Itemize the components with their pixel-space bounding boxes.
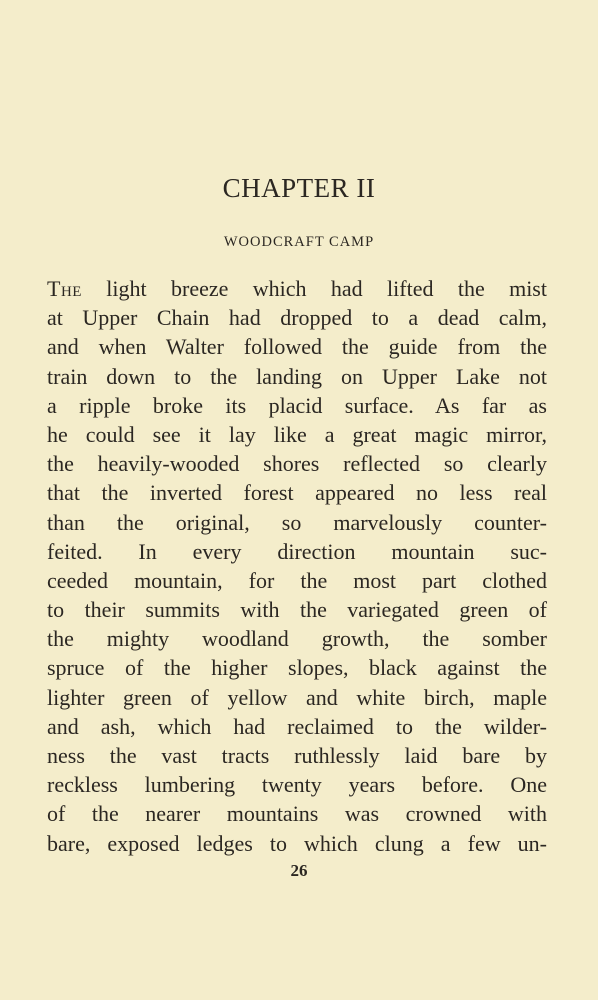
text-line: that the inverted forest appeared no less real — [47, 480, 547, 506]
text-line: lighter green of yellow and white birch, maple — [47, 684, 547, 710]
text-line: and ash, which had reclaimed to the wilder- — [47, 713, 547, 739]
chapter-subtitle: WOODCRAFT CAMP — [223, 234, 375, 250]
body-text — [47, 274, 547, 858]
text-line: a ripple broke its placid surface. As far as — [47, 392, 547, 418]
text-line: bare, exposed ledges to which clung a few un- — [47, 830, 547, 856]
text-line: ness the vast tracts ruthlessly laid bare by — [47, 743, 547, 768]
text-line-content: light breeze which had lifted the mist — [81, 276, 547, 301]
text-line: than the original, so marvelously counter- — [47, 509, 547, 535]
text-line: the mighty woodland growth, the somber — [47, 626, 547, 652]
page-number: 26 — [290, 861, 308, 880]
text-line: train down to the landing on Upper Lake not — [47, 363, 547, 389]
text-line — [47, 274, 547, 303]
text-line: to their summits with the variegated green of — [47, 597, 547, 623]
text-line: the heavily-wooded shores reflected so clearly — [47, 451, 547, 477]
text-line: ceeded mountain, for the most part clothed — [47, 567, 547, 593]
lead-word: The — [47, 276, 82, 301]
text-line: and when Walter followed the guide from the — [47, 334, 547, 360]
text-line: spruce of the higher slopes, black against the — [47, 655, 547, 681]
text-line: at Upper Chain had dropped to a dead calm, — [47, 305, 547, 331]
text-line: of the nearer mountains was crowned with — [47, 801, 547, 827]
text-line: feited. In every direction mountain suc- — [47, 538, 547, 564]
text-line: reckless lumbering twenty years before. One — [47, 772, 547, 798]
text-line: he could see it lay like a great magic mirror, — [47, 421, 547, 447]
chapter-title: CHAPTER II — [222, 173, 376, 203]
